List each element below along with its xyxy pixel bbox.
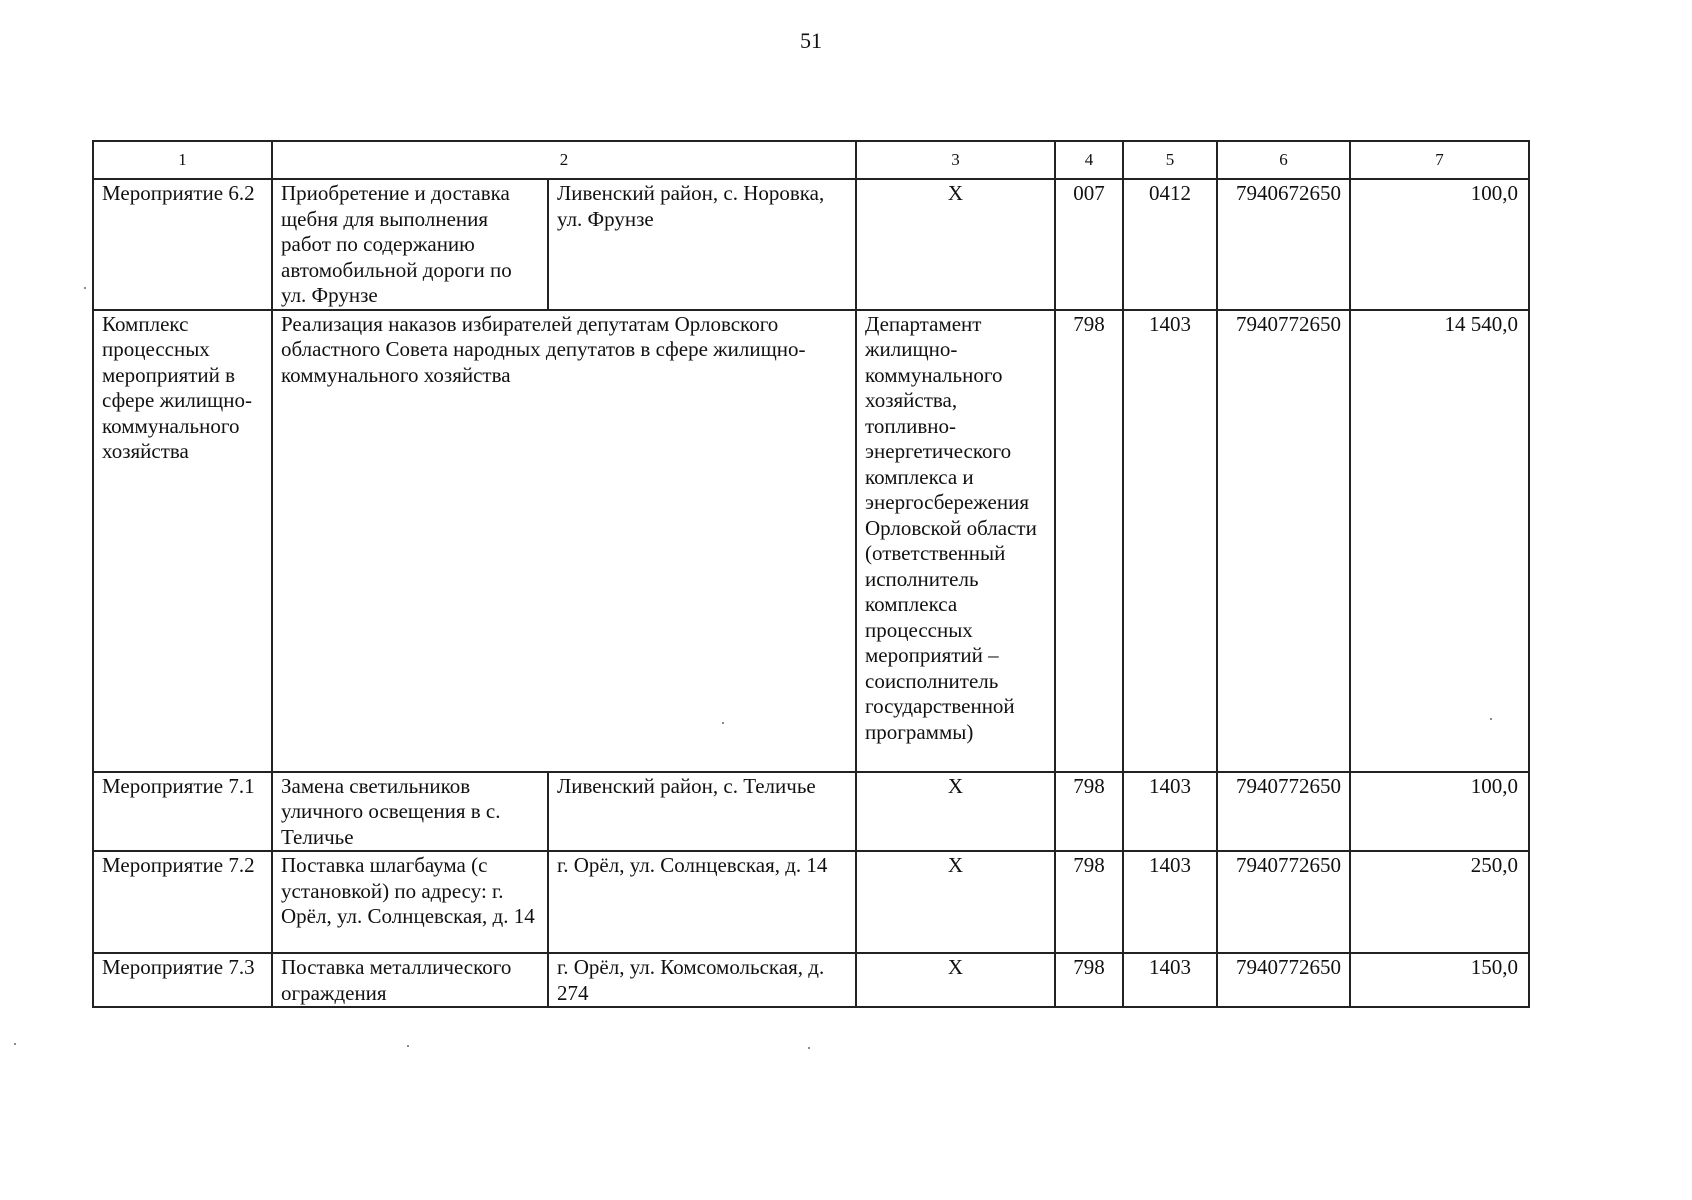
row-amount: 100,0 bbox=[1350, 772, 1529, 852]
row-name: Мероприятие 6.2 bbox=[93, 179, 272, 310]
row-code-4: 798 bbox=[1055, 851, 1123, 953]
row-code-6: 7940772650 bbox=[1217, 310, 1350, 772]
row-location: Ливенский район, с. Теличье bbox=[548, 772, 856, 852]
row-description: Замена светильников уличного освещения в с. Теличье bbox=[272, 772, 548, 852]
row-code-5: 1403 bbox=[1123, 772, 1217, 852]
page-number: 51 bbox=[800, 28, 822, 53]
scan-speck bbox=[808, 1047, 810, 1049]
scan-speck bbox=[1490, 718, 1492, 720]
row-code-5: 1403 bbox=[1123, 310, 1217, 772]
row-amount: 150,0 bbox=[1350, 953, 1529, 1007]
row-executor: Х bbox=[856, 851, 1055, 953]
row-code-5: 1403 bbox=[1123, 953, 1217, 1007]
header-col-5: 5 bbox=[1123, 141, 1217, 179]
row-name: Комплекс процессных мероприятий в сфере жилищно-коммунального хозяйства bbox=[93, 310, 272, 772]
header-col-7: 7 bbox=[1350, 141, 1529, 179]
table-row bbox=[93, 772, 1529, 852]
row-amount: 14 540,0 bbox=[1350, 310, 1529, 772]
table-header-row bbox=[93, 141, 1529, 179]
row-name: Мероприятие 7.2 bbox=[93, 851, 272, 953]
scan-speck bbox=[407, 1045, 409, 1047]
table-row bbox=[93, 179, 1529, 310]
row-code-5: 1403 bbox=[1123, 851, 1217, 953]
table-row bbox=[93, 953, 1529, 1007]
row-executor: Департамент жилищно-коммунального хозяйства, топливно-энергетического комплекса и энергосбережения Орловской области (ответственный исполнитель комплекса процессных мероприятий – соисполнитель государственной программы) bbox=[856, 310, 1055, 772]
row-amount: 250,0 bbox=[1350, 851, 1529, 953]
row-executor: Х bbox=[856, 772, 1055, 852]
header-col-2: 2 bbox=[272, 141, 856, 179]
table-row bbox=[93, 310, 1529, 772]
row-description: Реализация наказов избирателей депутатам Орловского областного Совета народных депутатов в сфере жилищно-коммунального хозяйства bbox=[272, 310, 856, 772]
header-col-6: 6 bbox=[1217, 141, 1350, 179]
row-location: г. Орёл, ул. Комсомольская, д. 274 bbox=[548, 953, 856, 1007]
header-col-3: 3 bbox=[856, 141, 1055, 179]
row-code-6: 7940772650 bbox=[1217, 772, 1350, 852]
row-code-4: 007 bbox=[1055, 179, 1123, 310]
row-name: Мероприятие 7.1 bbox=[93, 772, 272, 852]
header-col-1: 1 bbox=[93, 141, 272, 179]
row-code-4: 798 bbox=[1055, 953, 1123, 1007]
scan-speck bbox=[14, 1043, 16, 1045]
row-code-6: 7940672650 bbox=[1217, 179, 1350, 310]
row-executor: Х bbox=[856, 179, 1055, 310]
row-code-4: 798 bbox=[1055, 310, 1123, 772]
row-description: Поставка металлического ограждения bbox=[272, 953, 548, 1007]
budget-table bbox=[92, 140, 1530, 1008]
row-code-5: 0412 bbox=[1123, 179, 1217, 310]
table-row bbox=[93, 851, 1529, 953]
row-name: Мероприятие 7.3 bbox=[93, 953, 272, 1007]
row-description: Приобретение и доставка щебня для выполнения работ по содержанию автомобильной дороги по ул. Фрунзе bbox=[272, 179, 548, 310]
row-executor: Х bbox=[856, 953, 1055, 1007]
row-description: Поставка шлагбаума (с установкой) по адресу: г. Орёл, ул. Солнцевская, д. 14 bbox=[272, 851, 548, 953]
scan-speck bbox=[84, 287, 86, 289]
row-location: г. Орёл, ул. Солнцевская, д. 14 bbox=[548, 851, 856, 953]
row-location: Ливенский район, с. Норовка, ул. Фрунзе bbox=[548, 179, 856, 310]
header-col-4: 4 bbox=[1055, 141, 1123, 179]
row-amount: 100,0 bbox=[1350, 179, 1529, 310]
row-code-4: 798 bbox=[1055, 772, 1123, 852]
row-code-6: 7940772650 bbox=[1217, 953, 1350, 1007]
row-code-6: 7940772650 bbox=[1217, 851, 1350, 953]
scan-speck bbox=[722, 722, 724, 724]
